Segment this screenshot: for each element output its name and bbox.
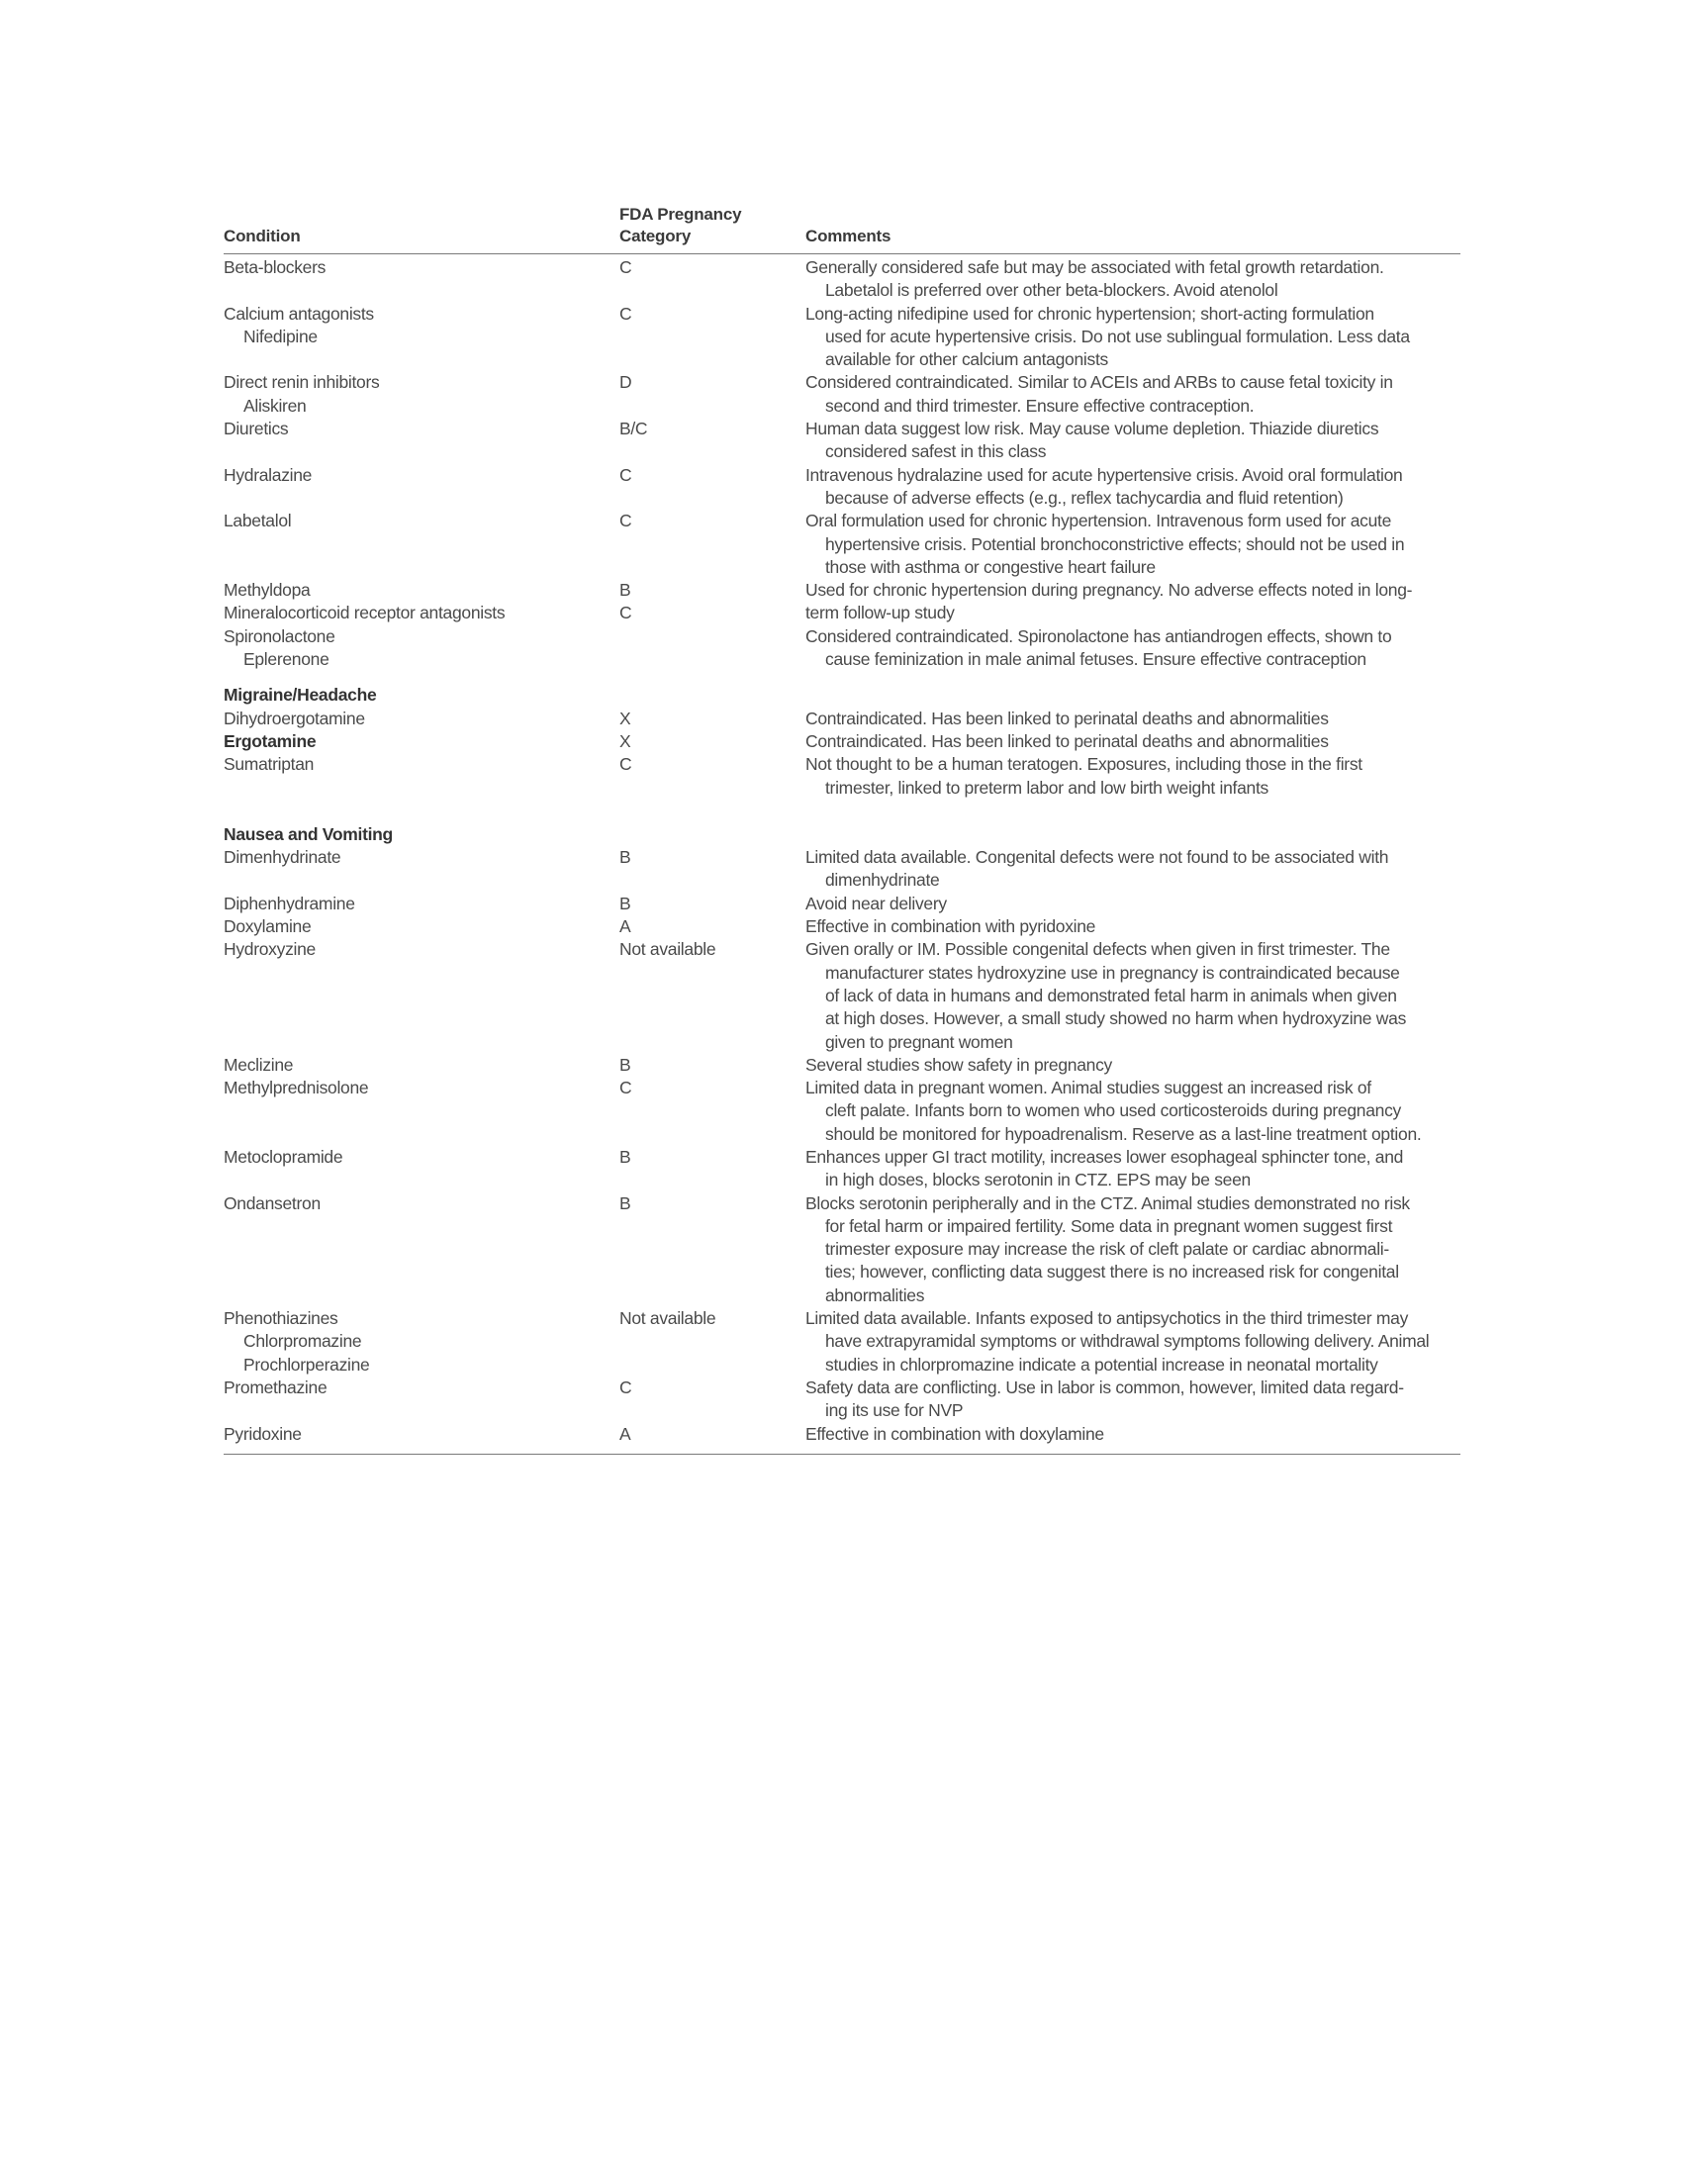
category-cell — [619, 753, 805, 800]
condition-cell — [224, 915, 619, 938]
category-value: B — [619, 1146, 631, 1167]
section-heading — [224, 684, 1460, 707]
condition-name: Hydroxyzine — [224, 939, 316, 960]
condition-cell — [224, 1307, 619, 1377]
section-heading-text: Nausea and Vomiting — [224, 823, 393, 844]
category-value: C — [619, 603, 632, 623]
condition-name: Hydralazine — [224, 464, 313, 485]
table-row — [224, 303, 1460, 372]
category-value: C — [619, 754, 632, 775]
category-cell — [619, 1146, 805, 1192]
table-row — [224, 1377, 1460, 1423]
comment-line: second and third trimester. Ensure effective contraception. — [825, 395, 1255, 416]
condition-name: Meclizine — [224, 1054, 294, 1075]
category-value: B/C — [619, 419, 648, 439]
table-row — [224, 256, 1460, 303]
condition-name: Dihydroergotamine — [224, 708, 365, 728]
table-row — [224, 371, 1460, 418]
comment-line: Several studies show safety in pregnancy — [805, 1054, 1112, 1075]
comment-cell — [805, 753, 1460, 800]
condition-cell — [224, 602, 619, 624]
condition-name: Labetalol — [224, 511, 292, 531]
comment-cell — [805, 1146, 1460, 1192]
comment-line: Limited data available. Congenital defects were not found to be associated with — [805, 847, 1389, 868]
category-value: B — [619, 1054, 631, 1075]
condition-cell — [224, 510, 619, 579]
category-value: D — [619, 372, 632, 393]
comment-line: considered safest in this class — [825, 441, 1047, 462]
category-cell — [619, 730, 805, 753]
condition-name: Mineralocorticoid receptor antagonists — [224, 603, 506, 623]
comment-line: of lack of data in humans and demonstrated fetal harm in animals when given — [825, 985, 1397, 1005]
category-value: Not available — [619, 939, 716, 960]
category-value: A — [619, 1423, 631, 1444]
comment-cell — [805, 510, 1460, 579]
condition-name: Metoclopramide — [224, 1146, 343, 1167]
header-category — [619, 204, 768, 247]
comment-cell — [805, 303, 1460, 372]
table-row — [224, 1307, 1460, 1377]
table-row — [224, 464, 1460, 511]
comment-line: Avoid near delivery — [805, 893, 947, 913]
comment-line: Blocks serotonin peripherally and in the CTZ. Animal studies demonstrated no risk — [805, 1192, 1410, 1213]
condition-cell — [224, 418, 619, 464]
condition-name: Pyridoxine — [224, 1423, 302, 1444]
table-row — [224, 1423, 1460, 1446]
category-cell — [619, 625, 805, 672]
comment-line: Not thought to be a human teratogen. Exposures, including those in the first — [805, 754, 1362, 775]
comment-line: used for acute hypertensive crisis. Do not use sublingual formulation. Less data — [825, 326, 1410, 346]
comment-line: Oral formulation used for chronic hypertension. Intravenous form used for acute — [805, 511, 1392, 531]
table-row — [224, 625, 1460, 672]
condition-cell — [224, 1192, 619, 1307]
comment-line: in high doses, blocks serotonin in CTZ. EPS may be seen — [825, 1170, 1251, 1190]
comment-line: Effective in combination with doxylamine — [805, 1423, 1104, 1444]
category-cell — [619, 1054, 805, 1077]
condition-name: Diuretics — [224, 419, 289, 439]
category-cell — [619, 579, 805, 602]
table-row — [224, 579, 1460, 602]
category-value: X — [619, 708, 631, 728]
comment-line: Enhances upper GI tract motility, increases lower esophageal sphincter tone, and — [805, 1146, 1404, 1167]
comment-line: Intravenous hydralazine used for acute hypertensive crisis. Avoid oral formulation — [805, 464, 1403, 485]
category-value: A — [619, 916, 631, 937]
comment-line: Generally considered safe but may be associated with fetal growth retardation. — [805, 257, 1384, 277]
comment-line: for fetal harm or impaired fertility. Some data in pregnant women suggest first — [825, 1215, 1393, 1236]
condition-cell — [224, 371, 619, 418]
category-value: B — [619, 847, 631, 868]
condition-cell — [224, 1146, 619, 1192]
category-cell — [619, 371, 805, 418]
section-spacer — [224, 800, 1460, 823]
condition-name: Dimenhydrinate — [224, 847, 341, 868]
category-cell — [619, 846, 805, 893]
condition-cell — [224, 464, 619, 511]
table-row — [224, 1146, 1460, 1192]
condition-name: Methylprednisolone — [224, 1078, 369, 1098]
comment-line: Limited data in pregnant women. Animal studies suggest an increased risk of — [805, 1078, 1371, 1098]
condition-name: Calcium antagonists — [224, 303, 374, 324]
condition-subitem: Aliskiren — [243, 395, 307, 416]
table-row — [224, 1077, 1460, 1146]
condition-name: Diphenhydramine — [224, 893, 355, 913]
drug-table — [224, 198, 1460, 1455]
condition-cell — [224, 893, 619, 915]
comment-cell — [805, 418, 1460, 464]
comment-line: ing its use for NVP — [825, 1400, 964, 1421]
category-cell — [619, 602, 805, 624]
condition-name: Spironolactone — [224, 625, 335, 646]
comment-cell — [805, 893, 1460, 915]
condition-subitem: Nifedipine — [243, 326, 318, 346]
section-heading-text: Migraine/Headache — [224, 685, 377, 706]
comment-cell — [805, 371, 1460, 418]
comment-line: hypertensive crisis. Potential bronchoconstrictive effects; should not be used in — [825, 533, 1405, 554]
comment-line: abnormalities — [825, 1284, 925, 1305]
category-cell — [619, 510, 805, 579]
table-row — [224, 893, 1460, 915]
category-cell — [619, 1307, 805, 1377]
condition-cell — [224, 753, 619, 800]
comment-cell — [805, 730, 1460, 753]
comment-line: have extrapyramidal symptoms or withdrawal symptoms following delivery. Animal — [825, 1331, 1430, 1352]
comment-line: Long-acting nifedipine used for chronic hypertension; short-acting formulation — [805, 303, 1374, 324]
comment-cell — [805, 1077, 1460, 1146]
category-cell — [619, 303, 805, 372]
comment-line: at high doses. However, a small study showed no harm when hydroxyzine was — [825, 1008, 1407, 1029]
condition-name: Ergotamine — [224, 730, 317, 751]
condition-name: Ondansetron — [224, 1192, 321, 1213]
comment-line: Contraindicated. Has been linked to perinatal deaths and abnormalities — [805, 730, 1329, 751]
category-cell — [619, 464, 805, 511]
table-header — [224, 198, 1460, 254]
category-value: Not available — [619, 1308, 716, 1329]
condition-cell — [224, 1377, 619, 1423]
table-row — [224, 915, 1460, 938]
condition-cell — [224, 846, 619, 893]
comment-cell — [805, 708, 1460, 730]
comment-line: studies in chlorpromazine indicate a potential increase in neonatal mortality — [825, 1354, 1378, 1375]
condition-name: Beta-blockers — [224, 257, 327, 277]
table-row — [224, 938, 1460, 1053]
comment-line: Labetalol is preferred over other beta-blockers. Avoid atenolol — [825, 280, 1278, 301]
condition-cell — [224, 256, 619, 303]
table-row — [224, 1054, 1460, 1077]
condition-name: Methyldopa — [224, 580, 311, 601]
comment-line: Safety data are conflicting. Use in labor is common, however, limited data regard- — [805, 1377, 1404, 1397]
condition-cell — [224, 303, 619, 372]
comment-line: because of adverse effects (e.g., reflex tachycardia and fluid retention) — [825, 487, 1344, 508]
category-cell — [619, 1423, 805, 1446]
category-cell — [619, 256, 805, 303]
condition-cell — [224, 938, 619, 1053]
category-value: B — [619, 893, 631, 913]
table-row — [224, 602, 1460, 624]
comment-line: Considered contraindicated. Spironolactone has antiandrogen effects, shown to — [805, 625, 1392, 646]
comment-line: Effective in combination with pyridoxine — [805, 916, 1096, 937]
comment-line: available for other calcium antagonists — [825, 349, 1108, 370]
category-value: C — [619, 303, 632, 324]
category-cell — [619, 1192, 805, 1307]
category-cell — [619, 708, 805, 730]
comment-line: Human data suggest low risk. May cause volume depletion. Thiazide diuretics — [805, 419, 1379, 439]
condition-name: Sumatriptan — [224, 754, 315, 775]
comment-line: should be monitored for hypoadrenalism. Reserve as a last-line treatment option. — [825, 1123, 1422, 1144]
category-value: X — [619, 730, 631, 751]
comment-line: those with asthma or congestive heart failure — [825, 556, 1156, 577]
category-value: B — [619, 580, 631, 601]
comment-cell — [805, 1054, 1460, 1077]
category-cell — [619, 1377, 805, 1423]
category-cell — [619, 893, 805, 915]
comment-line: Limited data available. Infants exposed to antipsychotics in the third trimester may — [805, 1308, 1409, 1329]
comment-line: cause feminization in male animal fetuses. Ensure effective contraception — [825, 649, 1366, 670]
comment-cell — [805, 1423, 1460, 1446]
table-row — [224, 510, 1460, 579]
condition-subitem: Prochlorperazine — [243, 1354, 370, 1375]
condition-cell — [224, 708, 619, 730]
comment-cell — [805, 1307, 1460, 1377]
condition-name: Doxylamine — [224, 916, 312, 937]
comment-cell — [805, 1192, 1460, 1307]
comment-line: Considered contraindicated. Similar to ACEIs and ARBs to cause fetal toxicity in — [805, 372, 1393, 393]
condition-cell — [224, 1077, 619, 1146]
category-value: C — [619, 464, 632, 485]
table-row — [224, 753, 1460, 800]
comment-cell — [805, 579, 1460, 602]
category-value: C — [619, 511, 632, 531]
comment-cell — [805, 464, 1460, 511]
comment-cell — [805, 846, 1460, 893]
table-row — [224, 730, 1460, 753]
category-cell — [619, 418, 805, 464]
table-body — [224, 254, 1460, 1455]
header-comments: Comments — [805, 227, 891, 245]
section-heading-label — [224, 684, 619, 707]
comment-line: term follow-up study — [805, 603, 955, 623]
category-value: C — [619, 1078, 632, 1098]
condition-name: Phenothiazines — [224, 1308, 338, 1329]
table-row — [224, 1192, 1460, 1307]
table-row — [224, 418, 1460, 464]
condition-cell — [224, 730, 619, 753]
condition-cell — [224, 579, 619, 602]
category-value: C — [619, 257, 632, 277]
comment-line: Contraindicated. Has been linked to perinatal deaths and abnormalities — [805, 708, 1329, 728]
section-spacer — [224, 671, 1460, 684]
category-cell — [619, 1077, 805, 1146]
category-cell — [619, 938, 805, 1053]
category-cell — [619, 915, 805, 938]
category-value: C — [619, 1377, 632, 1397]
comment-line: manufacturer states hydroxyzine use in pregnancy is contraindicated because — [825, 962, 1400, 983]
category-value: B — [619, 1192, 631, 1213]
comment-line: given to pregnant women — [825, 1031, 1013, 1052]
comment-line: dimenhydrinate — [825, 870, 940, 891]
header-category-line1: FDA Pregnancy — [619, 205, 742, 224]
comment-line: trimester, linked to preterm labor and low birth weight infants — [825, 777, 1268, 798]
condition-subitem: Chlorpromazine — [243, 1331, 362, 1352]
table-row — [224, 708, 1460, 730]
comment-cell — [805, 1377, 1460, 1423]
comment-cell — [805, 625, 1460, 672]
comment-cell — [805, 915, 1460, 938]
comment-cell — [805, 602, 1460, 624]
section-heading — [224, 823, 1460, 846]
comment-line: cleft palate. Infants born to women who used corticosteroids during pregnancy — [825, 1100, 1401, 1121]
comment-cell — [805, 938, 1460, 1053]
comment-line: Given orally or IM. Possible congenital defects when given in first trimester. The — [805, 939, 1390, 960]
condition-name: Promethazine — [224, 1377, 328, 1397]
condition-cell — [224, 1054, 619, 1077]
table-row — [224, 846, 1460, 893]
condition-cell — [224, 1423, 619, 1446]
header-category-line2: Category — [619, 227, 692, 245]
section-heading-label — [224, 823, 619, 846]
condition-name: Direct renin inhibitors — [224, 372, 380, 393]
condition-subitem: Eplerenone — [243, 649, 329, 670]
header-condition: Condition — [224, 227, 301, 245]
comment-line: Used for chronic hypertension during pregnancy. No adverse effects noted in long- — [805, 580, 1413, 601]
condition-cell — [224, 625, 619, 672]
comment-cell — [805, 256, 1460, 303]
comment-line: ties; however, conflicting data suggest there is no increased risk for congenital — [825, 1262, 1399, 1282]
comment-line: trimester exposure may increase the risk of cleft palate or cardiac abnormali- — [825, 1239, 1389, 1260]
